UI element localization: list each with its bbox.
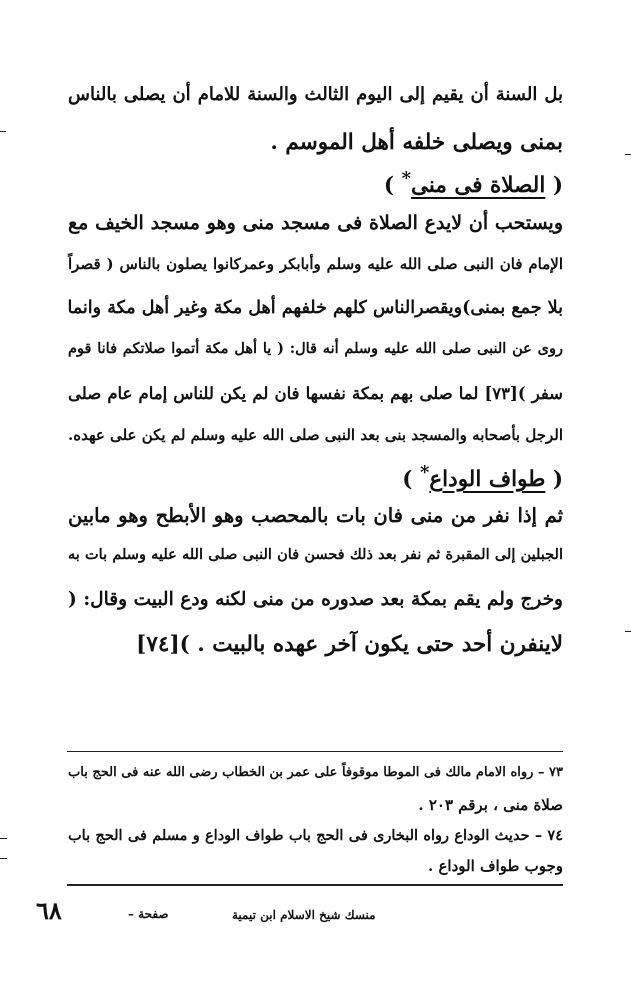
body-line: ثم إذا نفر من منى فان بات بالمحصب وهو الأبطح وهو مابين	[68, 504, 563, 527]
scan-edge-mark	[625, 631, 631, 632]
heading-star: *	[401, 168, 411, 189]
body-line: سفر )[٧٣] لما صلى بهم بمكة نفسها فان لم يكن للناس إمام عام صلى	[68, 384, 564, 403]
body-line: وخرج ولم يقم بمكة بعد صدوره من منى لكنه ودع البيت وقال: (	[68, 589, 563, 610]
body-line: بلا جمع بمنى)ويقصرالناس كلهم خلفهم أهل مكة وغير أهل مكة وانما	[67, 298, 563, 318]
heading-open-paren: (	[552, 173, 563, 199]
scan-edge-mark	[0, 858, 7, 859]
body-line: ويستحب أن لايدع الصلاة فى مسجد منى وهو مسجد الخيف مع	[68, 212, 563, 234]
body-line: الرجل بأصحابه والمسجد بنى بعد النبى صلى الله عليه وسلم لم يكن على عهده.	[68, 426, 563, 444]
heading-close-paren: )	[383, 173, 395, 199]
footer-rule	[67, 884, 563, 886]
body-line: بمنى ويصلى خلفه أهل الموسم .	[270, 130, 563, 155]
scan-edge-mark	[0, 838, 7, 839]
body-line: روى عن النبى صلى الله عليه وسلم أنه قال: ( يا أهل مكة أتموا صلاتكم فانا قوم	[68, 340, 563, 357]
footnote-line: وجوب طواف الوداع .	[428, 857, 563, 875]
footer-book-title: منسك شيخ الاسلام ابن تيمية	[232, 908, 376, 922]
body-line: بل السنة أن يقيم إلى اليوم الثالث والسنة للامام أن يصلى بالناس	[68, 84, 563, 105]
footnote-divider	[67, 751, 563, 752]
scan-edge-mark	[625, 154, 631, 155]
page-number: ٦٨	[36, 896, 62, 925]
scan-edge-mark	[0, 131, 6, 132]
footnote-line: ٧٤ – حديث الوداع رواه البخارى فى الحج باب طواف الوداع و مسلم فى الحج باب	[68, 827, 563, 844]
section-heading-farewell-tawaf	[402, 462, 563, 492]
heading-star: *	[419, 462, 430, 483]
section-heading-prayer-at-mina	[384, 168, 563, 198]
heading-close-paren: )	[402, 467, 413, 493]
heading-text: الصلاة فى منى	[410, 173, 546, 199]
body-line: لاينفرن أحد حتى يكون آخر عهده بالبيت . )[٧٤]	[136, 632, 563, 657]
heading-text: طواف الوداع	[429, 467, 546, 493]
footer-page-label: صفحة –	[128, 907, 169, 921]
footnote-line: صلاة منى ، برقم ٢٠٣ .	[418, 796, 563, 814]
heading-open-paren: (	[552, 467, 563, 493]
body-line: الجبلين إلى المقبرة ثم نفر بعد ذلك فحسن فان النبى صلى الله عليه وسلم بات به	[68, 546, 563, 563]
body-line: الإمام فان النبى صلى الله عليه وسلم وأبابكر وعمركانوا يصلون بالناس ( قصراً	[68, 255, 563, 273]
footnote-line: ٧٣ – رواه الامام مالك فى الموطا موقوفاً على عمر بن الخطاب رضى الله عنه فى الحج باب	[68, 765, 563, 780]
